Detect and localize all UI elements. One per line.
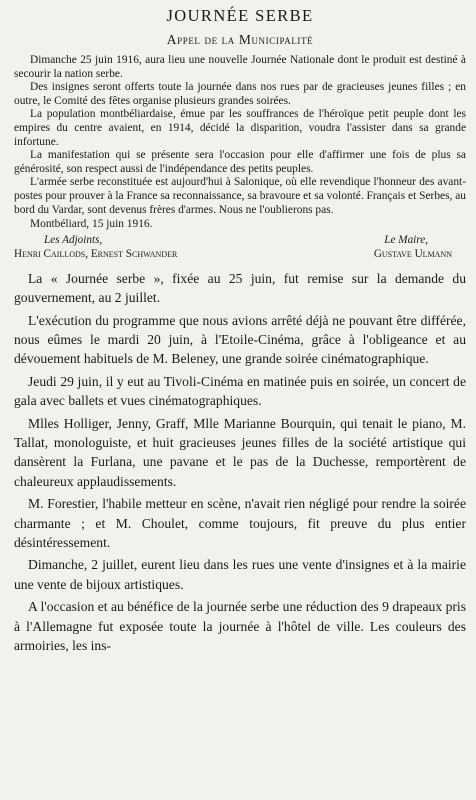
adjoints-names: Henri Caillods, Ernest Schwander bbox=[14, 247, 178, 260]
appeal-paragraph: Des insignes seront offerts toute la journée dans nos rues par de gracieuses jeunes filles ; en outre, le Comité des fêtes organise plusieurs grandes soirées. bbox=[14, 81, 466, 107]
body-paragraph: Dimanche, 2 juillet, eurent lieu dans les rues une vente d'insignes et à la mairie une vente de bijoux artistiques. bbox=[14, 557, 466, 592]
adjoints-role: Les Adjoints, bbox=[44, 233, 103, 246]
body-paragraph: Mlles Holliger, Jenny, Graff, Mlle Marianne Bourquin, qui tenait le piano, M. Tallat, monologuiste, et huit gracieuses jeunes filles de la société artistique qui dansèrent la Furlana, une pavane et le pas de la Duchesse, remportèrent de chaleureux applaudissements. bbox=[14, 415, 466, 489]
signature-block bbox=[14, 233, 466, 263]
body-paragraph: La « Journée serbe », fixée au 25 juin, fut remise sur la demande du gouvernement, au 2 juillet. bbox=[14, 270, 466, 306]
appeal-paragraph: L'armée serbe reconstituée est aujourd'hui à Salonique, où elle revendique l'honneur des avant-postes pour prouver à la France sa reconnaissance, sa bravoure et sa volonté. Français et Serbes, au bord du Vardar, sont devenus frères d'armes. Nous ne l'oublierons pas. bbox=[14, 176, 466, 216]
article-body bbox=[14, 269, 466, 656]
appeal-paragraph: La manifestation qui se présente sera l'occasion pour elle d'affirmer une fois de plus sa générosité, son respect aussi de l'indépendance des petits peuples. bbox=[14, 149, 466, 175]
page-title: JOURNÉE SERBE bbox=[166, 6, 314, 25]
section-subtitle: Appel de la Municipalité bbox=[166, 32, 314, 47]
appeal-paragraph: Dimanche 25 juin 1916, aura lieu une nouvelle Journée Nationale dont le produit est destiné à secourir la nation serbe. bbox=[14, 54, 466, 80]
body-paragraph: Jeudi 29 juin, il y eut au Tivoli-Cinéma en matinée puis en soirée, un concert de gala avec ballets et vues cinématographiques. bbox=[14, 373, 466, 409]
body-paragraph: M. Forestier, l'habile metteur en scène, n'avait rien négligé pour rendre la soirée charmante ; et M. Choulet, comme toujours, fit preuve du plus entier désintéressement. bbox=[14, 496, 466, 550]
appeal-text bbox=[14, 54, 466, 232]
body-paragraph: L'exécution du programme que nous avions arrêté déjà ne pouvant être différée, nous eûmes le mardi 20 juin, à l'Etoile-Cinéma, grâce à l'obligeance et au dévouement habituels de M. Beleney, une grande soirée cinématographique. bbox=[14, 312, 466, 367]
place-date: Montbéliard, 15 juin 1916. bbox=[30, 218, 153, 231]
appeal-paragraph: La population montbéliardaise, émue par les souffrances de l'héroïque petit peuple dont les empires du centre avaient, en 1914, décidé la disparition, voudra l'assister dans sa grande infortune. bbox=[14, 108, 466, 148]
body-paragraph: A l'occasion et au bénéfice de la journée serbe une réduction des 9 drapeaux pris à l'Allemagne fut exposée toute la journée à l'hôtel de ville. Les couleurs des armoiries, les ins- bbox=[14, 599, 466, 654]
maire-role: Le Maire, bbox=[384, 233, 428, 246]
maire-name: Gustave Ulmann bbox=[373, 247, 452, 260]
